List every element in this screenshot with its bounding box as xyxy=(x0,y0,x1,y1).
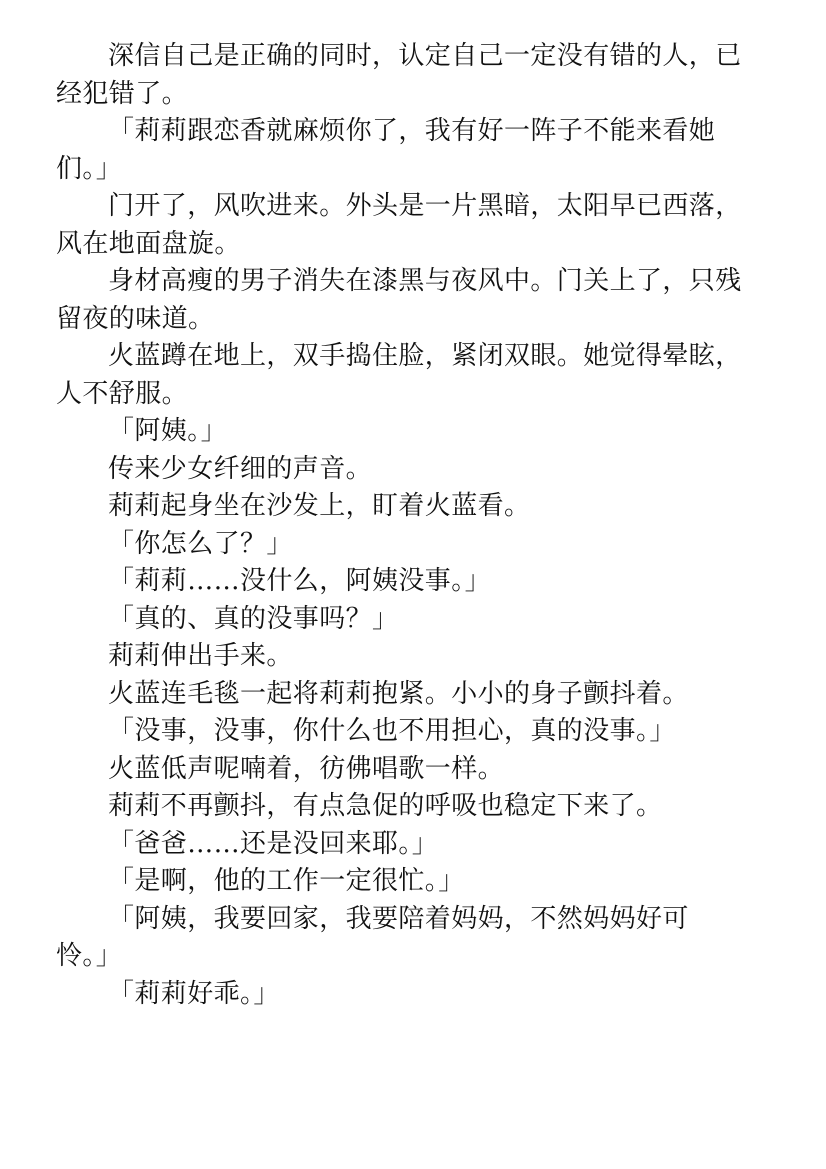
paragraph xyxy=(56,488,756,526)
text-line: 门开了，风吹进来。外头是一片黑暗，太阳早已西落， xyxy=(108,191,742,221)
text-line: 莉莉伸出手来。 xyxy=(108,641,293,671)
paragraph xyxy=(56,788,756,826)
text-line: 「阿姨，我要回家，我要陪着妈妈，不然妈妈好可 xyxy=(108,903,689,934)
paragraph xyxy=(56,413,756,451)
document-page xyxy=(56,38,756,1013)
text-line: 留夜的味道。 xyxy=(56,303,215,334)
text-line: 「爸爸……还是没回来耶。」 xyxy=(108,828,439,859)
paragraph xyxy=(56,601,756,639)
paragraph xyxy=(56,526,756,564)
text-line: 「没事，没事，你什么也不用担心，真的没事。」 xyxy=(108,716,676,746)
paragraph xyxy=(56,751,756,789)
paragraph xyxy=(56,976,756,1014)
paragraph xyxy=(56,826,756,864)
paragraph xyxy=(56,563,756,601)
paragraph xyxy=(56,863,756,901)
text-line: 「是啊，他的工作一定很忙。」 xyxy=(108,866,465,896)
text-line: 人不舒服。 xyxy=(56,378,189,409)
text-line: 经犯错了。 xyxy=(56,78,189,109)
paragraph xyxy=(56,676,756,714)
text-line: 火蓝连毛毯一起将莉莉抱紧。小小的身子颤抖着。 xyxy=(108,678,689,709)
text-line: 莉莉起身坐在沙发上，盯着火蓝看。 xyxy=(108,491,531,521)
paragraph xyxy=(56,451,756,489)
text-line: 身材高瘦的男子消失在漆黑与夜风中。门关上了，只残 xyxy=(108,266,742,296)
text-line: 深信自己是正确的同时，认定自己一定没有错的人，已 xyxy=(108,41,742,71)
paragraph xyxy=(56,901,756,976)
text-line: 「莉莉跟恋香就麻烦你了，我有好一阵子不能来看她 xyxy=(108,116,716,146)
text-line: 火蓝蹲在地上，双手捣住脸，紧闭双眼。她觉得晕眩， xyxy=(108,341,742,371)
paragraph xyxy=(56,638,756,676)
text-line: 莉莉不再颤抖，有点急促的呼吸也稳定下来了。 xyxy=(108,791,663,821)
paragraph xyxy=(56,188,756,263)
text-line: 传来少女纤细的声音。 xyxy=(108,453,373,484)
paragraph-list xyxy=(56,38,756,1013)
text-line: 「莉莉……没什么，阿姨没事。」 xyxy=(108,566,492,596)
paragraph xyxy=(56,38,756,113)
text-line: 「莉莉好乖。」 xyxy=(108,978,280,1009)
text-line: 们。」 xyxy=(56,153,123,184)
paragraph xyxy=(56,338,756,413)
text-line: 风在地面盘旋。 xyxy=(56,228,241,259)
paragraph xyxy=(56,113,756,188)
text-line: 「你怎么了？」 xyxy=(108,528,293,559)
text-line: 火蓝低声呢喃着，彷佛唱歌一样。 xyxy=(108,753,505,784)
paragraph xyxy=(56,713,756,751)
paragraph xyxy=(56,263,756,338)
text-line: 怜。」 xyxy=(56,941,123,971)
text-line: 「真的、真的没事吗？」 xyxy=(108,603,399,634)
text-line: 「阿姨。」 xyxy=(108,416,228,446)
